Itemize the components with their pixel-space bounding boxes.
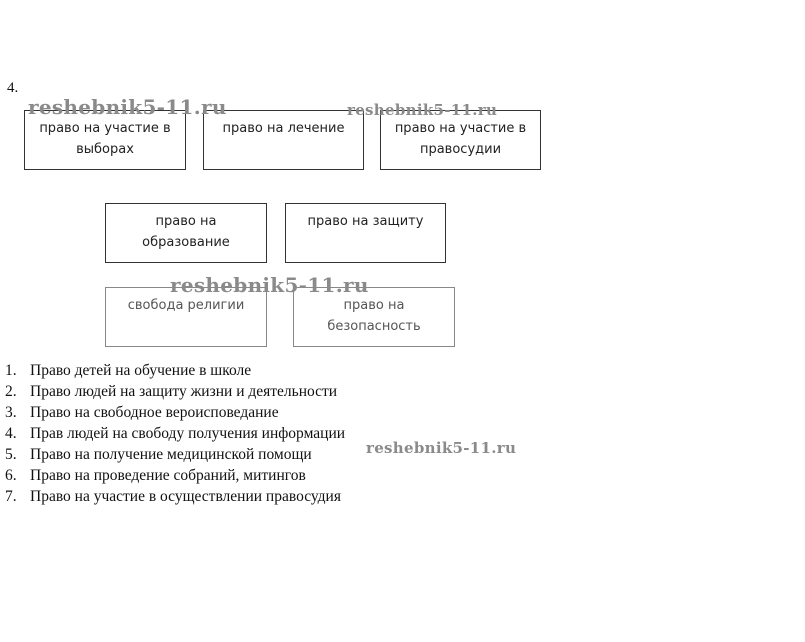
box-medical-right: право на лечение bbox=[203, 110, 364, 170]
watermark: reshebnik5-11.ru bbox=[28, 95, 227, 119]
list-item: 3. Право на свободное вероисповедание bbox=[5, 404, 279, 421]
box-protection-right: право на защиту bbox=[285, 203, 446, 263]
list-item: 5. Право на получение медицинской помощи bbox=[5, 446, 312, 463]
box-religion-freedom: свобода религии bbox=[105, 287, 267, 347]
box-justice-right: право на участие в правосудии bbox=[380, 110, 541, 170]
box-voting-right: право на участие в выборах bbox=[24, 110, 186, 170]
list-item: 2. Право людей на защиту жизни и деятельности bbox=[5, 383, 338, 400]
box-education-right: право на образование bbox=[105, 203, 267, 263]
list-item: 4. Прав людей на свободу получения информации bbox=[5, 425, 346, 442]
answer-list bbox=[5, 360, 345, 507]
list-item: 1. Право детей на обучение в школе bbox=[5, 362, 252, 379]
list-item: 6. Право на проведение собраний, митингов bbox=[5, 467, 306, 484]
watermark: reshebnik5-11.ru bbox=[347, 101, 498, 119]
watermark: reshebnik5-11.ru bbox=[170, 273, 369, 297]
box-safety-right: право на безопасность bbox=[293, 287, 455, 347]
task-number: 4. bbox=[7, 80, 19, 96]
watermark: reshebnik5-11.ru bbox=[366, 439, 517, 457]
list-item: 7. Право на участие в осуществлении правосудия bbox=[5, 488, 341, 505]
